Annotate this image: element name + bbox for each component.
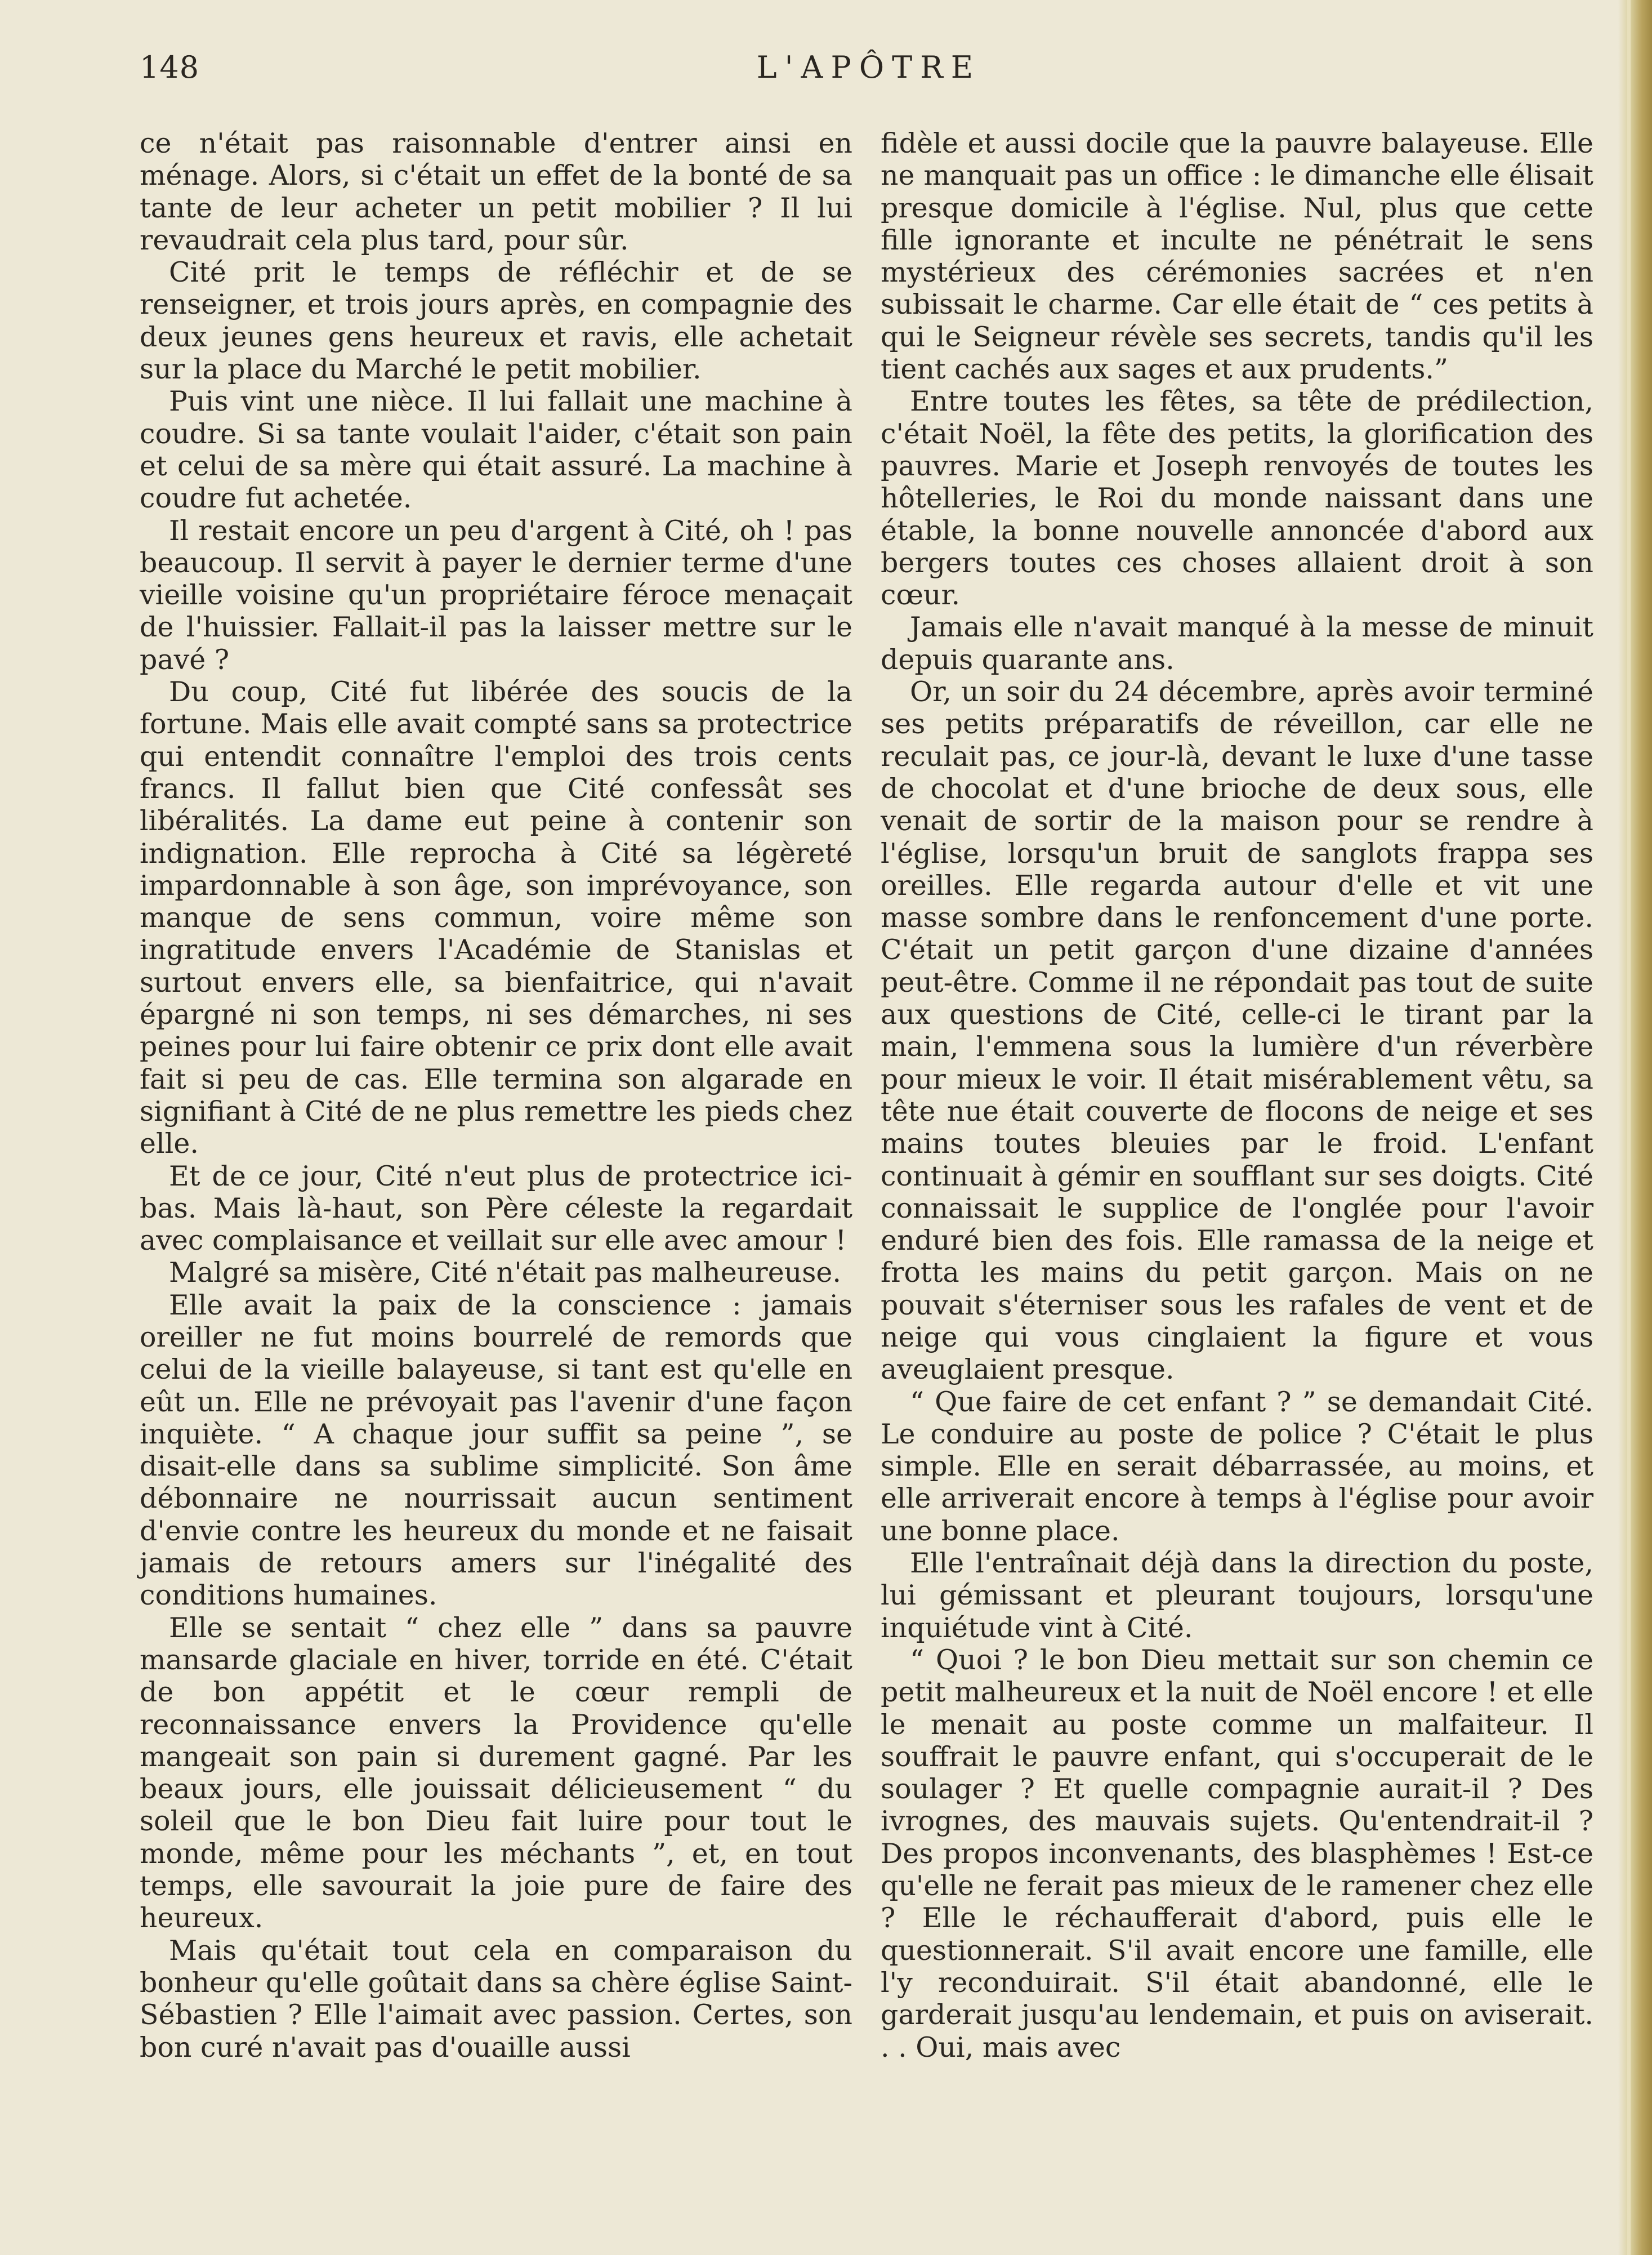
paragraph: Et de ce jour, Cité n'eut plus de protectrice ici-bas. Mais là-haut, son Père céleste la regardait avec complaisance et veillait sur elle avec amour ! [140, 1160, 852, 1257]
right-column [881, 127, 1593, 2064]
paragraph: Malgré sa misère, Cité n'était pas malheureuse. [169, 1256, 841, 1289]
paragraph: “ Que faire de cet enfant ? ” se demandait Cité. Le conduire au poste de police ? C'était le plus simple. Elle en serait débarrassée, au moins, et elle arriverait encore à temps à l'église pour avoir une bonne place. [881, 1385, 1593, 1547]
paragraph: Elle avait la paix de la conscience : jamais oreiller ne fut moins bourrelé de remords que celui de la vieille balayeuse, si tant est qu'elle en eût un. Elle ne prévoyait pas l'avenir d'une façon inquiète. “ A chaque jour suffit sa peine ”, se disait-elle dans sa sublime simplicité. Son âme débonnaire ne nourrissait aucun sentiment d'envie contre les heureux du monde et ne faisait jamais de retours amers sur l'inégalité des conditions humaines. [140, 1289, 852, 1612]
paragraph: Elle se sentait “ chez elle ” dans sa pauvre mansarde glaciale en hiver, torride en été. C'était de bon appétit et le cœur rempli de reconnaissance envers la Providence qu'elle mangeait son pain si durement gagné. Par les beaux jours, elle jouissait délicieusement “ du soleil que le bon Dieu fait luire pour tout le monde, même pour les méchants ”, et, en tout temps, elle savourait la joie pure de faire des heureux. [140, 1611, 852, 1935]
running-title: L'APÔTRE [756, 50, 981, 85]
paragraph: Cité prit le temps de réfléchir et de se renseigner, et trois jours après, en compagnie des deux jeunes gens heureux et ravis, elle achetait sur la place du Marché le petit mobilier. [140, 256, 852, 386]
paragraph: ce n'était pas raisonnable d'entrer ainsi en ménage. Alors, si c'était un effet de la bonté de sa tante de leur acheter un petit mobilier ? Il lui revaudrait cela plus tard, pour sûr. [140, 127, 852, 256]
page-number: 148 [140, 50, 200, 85]
page-header [140, 50, 1598, 89]
paragraph: Mais qu'était tout cela en comparaison du bonheur qu'elle goûtait dans sa chère église Saint-Sébastien ? Elle l'aimait avec passion. Certes, son bon curé n'avait pas d'ouaille aussi [140, 1934, 852, 2064]
paragraph: Entre toutes les fêtes, sa tête de prédilection, c'était Noël, la fête des petits, la glorification des pauvres. Marie et Joseph renvoyés de toutes les hôtelleries, le Roi du monde naissant dans une étable, la bonne nouvelle annoncée d'abord aux bergers toutes ces choses allaient droit à son cœur. [881, 385, 1593, 612]
page-edge-line [1627, 0, 1631, 2255]
paragraph: Or, un soir du 24 décembre, après avoir terminé ses petits préparatifs de réveillon, car elle ne reculait pas, ce jour-là, devant le luxe d'une tasse de chocolat et d'une brioche de deux sous, elle venait de sortir de la maison pour se rendre à l'église, lorsqu'un bruit de sanglots frappa ses oreilles. Elle regarda autour d'elle et vit une masse sombre dans le renfoncement d'une porte. C'était un petit garçon d'une dizaine d'années peut-être. Comme il ne répondait pas tout de suite aux questions de Cité, celle-ci le tirant par la main, l'emmena sous la lumière d'un réverbère pour mieux le voir. Il était misérablement vêtu, sa tête nue était couverte de flocons de neige et ses mains toutes bleuies par le froid. L'enfant continuait à gémir en soufflant sur ses doigts. Cité connaissait le supplice de l'onglée pour l'avoir enduré bien des fois. Elle ramassa de la neige et frotta les mains du petit garçon. Mais on ne pouvait s'éterniser sous les rafales de vent et de neige qui vous cinglaient la figure et vous aveuglaient presque. [881, 676, 1593, 1386]
paragraph: fidèle et aussi docile que la pauvre balayeuse. Elle ne manquait pas un office : le dimanche elle élisait presque domicile à l'église. Nul, plus que cette fille ignorante et inculte ne pénétrait le sens mystérieux des cérémonies sacrées et n'en subissait le charme. Car elle était de “ ces petits à qui le Seigneur révèle ses secrets, tandis qu'il les tient cachés aux sages et aux prudents.” [881, 127, 1593, 386]
left-column [140, 127, 852, 2064]
paragraph: Du coup, Cité fut libérée des soucis de la fortune. Mais elle avait compté sans sa protectrice qui entendit connaître l'emploi des trois cents francs. Il fallut bien que Cité confessât ses libéralités. La dame eut peine à contenir son indignation. Elle reprocha à Cité sa légèreté impardonnable à son âge, son imprévoyance, son manque de sens commun, voire même son ingratitude envers l'Académie de Stanislas et surtout envers elle, sa bienfaitrice, qui n'avait épargné ni son temps, ni ses démarches, ni ses peines pour lui faire obtenir ce prix dont elle avait fait si peu de cas. Elle termina son algarade en signifiant à Cité de ne plus remettre les pieds chez elle. [140, 676, 852, 1160]
paragraph: “ Quoi ? le bon Dieu mettait sur son chemin ce petit malheureux et la nuit de Noël encore ! et elle le menait au poste comme un malfaiteur. Il souffrait le pauvre enfant, qui s'occuperait de le soulager ? Et quelle compagnie aurait-il ? Des ivrognes, des mauvais sujets. Qu'entendrait-il ? Des propos inconvenants, des blasphèmes ! Est-ce qu'elle ne ferait pas mieux de le ramener chez elle ? Elle le réchaufferait d'abord, puis elle le questionnerait. S'il avait encore une famille, elle l'y reconduirait. S'il était abandonné, elle le garderait jusqu'au lendemain, et puis on aviserait. . . Oui, mais avec [881, 1643, 1593, 2064]
paragraph: Il restait encore un peu d'argent à Cité, oh ! pas beaucoup. Il servit à payer le dernier terme d'une vieille voisine qu'un propriétaire féroce menaçait de l'huissier. Fallait-il pas la laisser mettre sur le pavé ? [140, 514, 852, 676]
paragraph: Elle l'entraînait déjà dans la direction du poste, lui gémissant et pleurant toujours, lorsqu'une inquiétude vint à Cité. [881, 1547, 1593, 1644]
paragraph: Jamais elle n'avait manqué à la messe de minuit depuis quarante ans. [881, 611, 1593, 676]
page-edge [1618, 0, 1652, 2255]
paragraph: Puis vint une nièce. Il lui fallait une machine à coudre. Si sa tante voulait l'aider, c'était son pain et celui de sa mère qui était assuré. La machine à coudre fut achetée. [140, 385, 852, 515]
